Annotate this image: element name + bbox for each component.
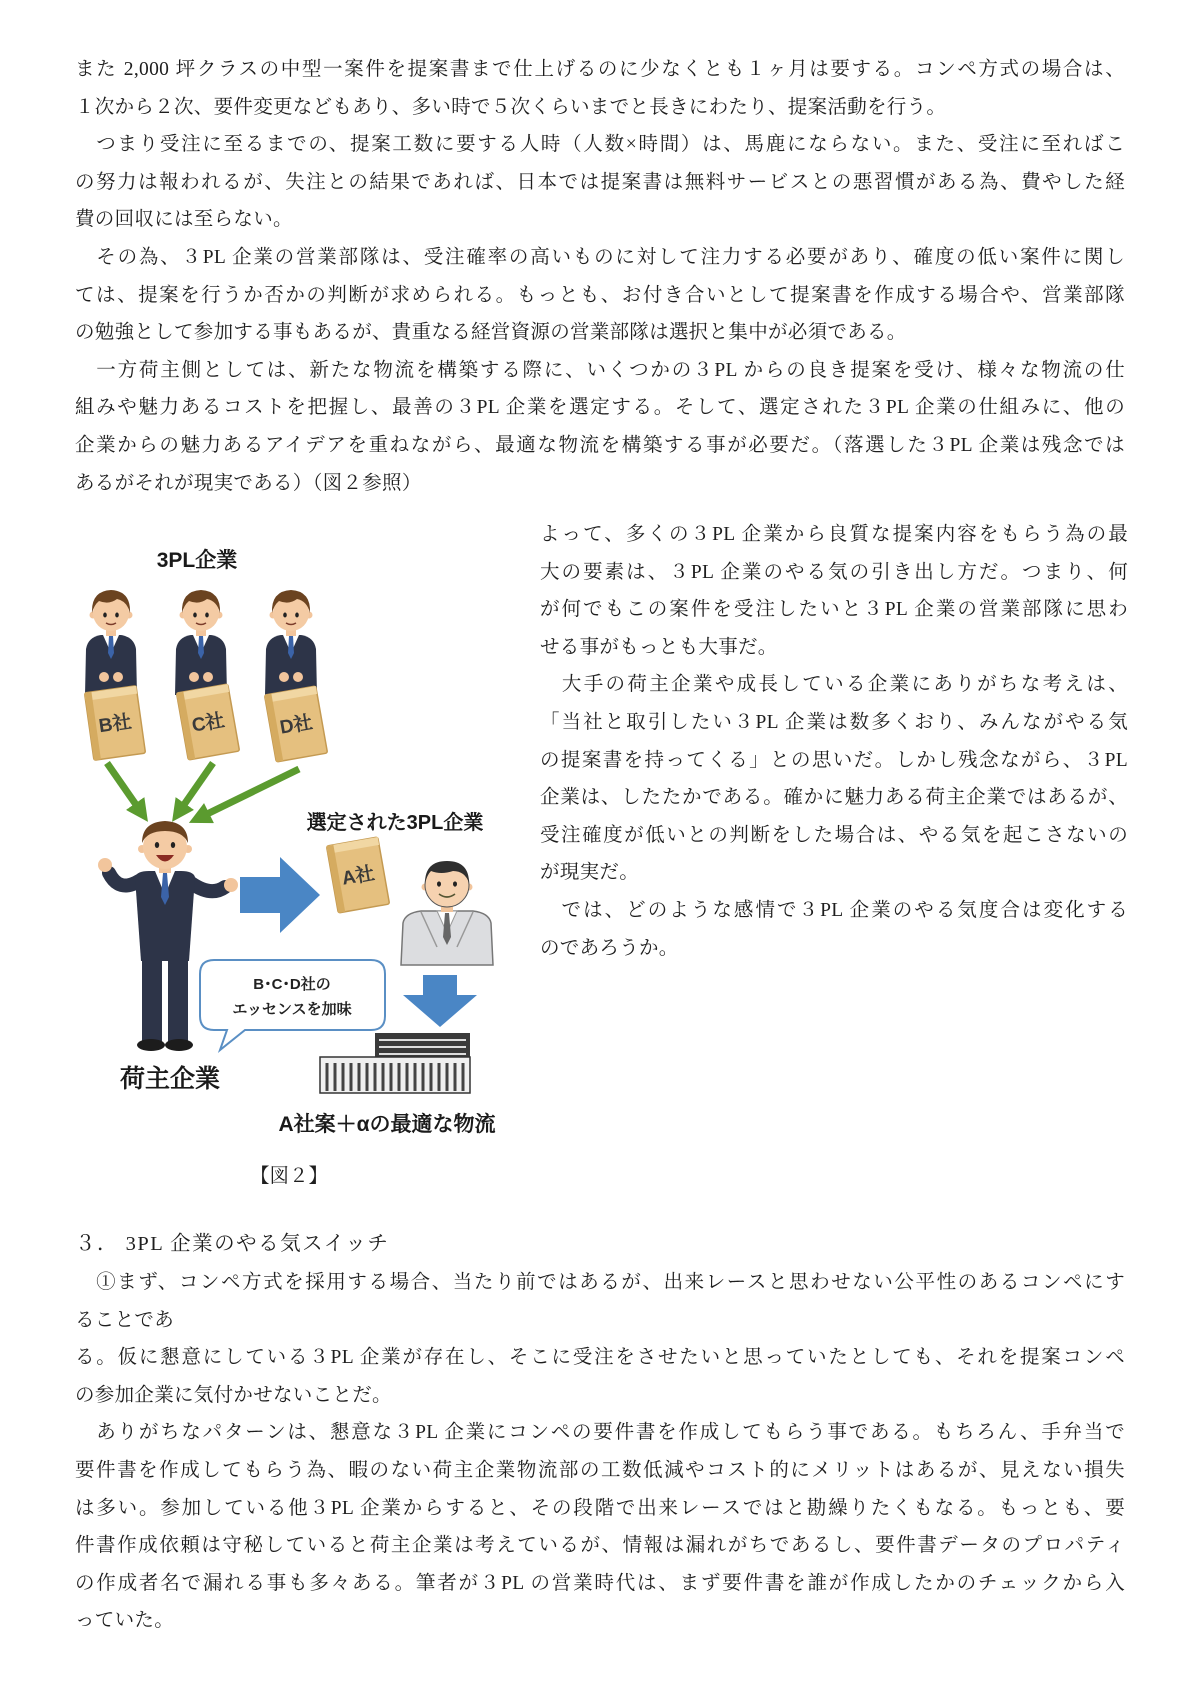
intro-text [75, 51, 1125, 502]
paragraph [75, 352, 1125, 502]
text-line: では、どのような感情で３PL 企業のやる気度合は変化する [540, 899, 1128, 921]
right-column-text [540, 516, 1128, 967]
text-line: １次から２次、要件変更などもあり、多い時で５次くらいまでと長きにわたり、提案活動を行う。 [75, 96, 947, 118]
book-icon [176, 684, 239, 760]
book-icon [326, 837, 389, 913]
selected-label: 選定された3PL企業 [306, 812, 484, 834]
text-line: ては、提案を行うか否かの判断が求められる。もっとも、お付き合いとして提案書を作成する場合や、営業部隊 [75, 284, 1125, 306]
text-line: その為、３PL 企業の営業部隊は、受注確率の高いものに対して注力する必要があり、確度の低い案件に関し [75, 246, 1125, 268]
paragraph [540, 516, 1128, 666]
paragraph [75, 1414, 1125, 1640]
bubble-line: B･C･D社の [253, 976, 331, 993]
text-line: 組みや魅力あるコストを把握し、最善の３PL 企業を選定する。そして、選定された３PL 企業の仕組みに、他の [75, 397, 1125, 419]
text-line: 一方荷主側としては、新たな物流を構築する際に、いくつかの３PL からの良き提案を受け、様々な物流の仕 [75, 359, 1125, 381]
text-line: が何でもこの案件を受注したいと３PL 企業の営業部隊に思わ [540, 599, 1128, 621]
paragraph [75, 239, 1125, 352]
book-icon [264, 686, 327, 762]
text-line: の提案書を持ってくる」との思いだ。しかし残念ながら、３PL [540, 749, 1128, 771]
result-label: A社案＋αの最適な物流 [278, 1113, 496, 1136]
text-line: 企業は、したたかである。確かに魅力ある荷主企業ではあるが、 [540, 787, 1128, 809]
speech-bubble [200, 960, 385, 1050]
text-line: せる事がもっとも大事だ。 [540, 636, 778, 658]
arrow-right-icon [240, 857, 320, 933]
text-line: の努力は報われるが、失注との結果であれば、日本では提案書は無料サービスとの悪習慣がある為、費やした経 [75, 171, 1125, 193]
paragraph [75, 51, 1125, 126]
figure-caption: 【図２】 [250, 1166, 329, 1187]
book-label: B社 [97, 711, 133, 738]
group-label: 3PL企業 [156, 549, 238, 572]
text-line: つまり受注に至るまでの、提案工数に要する人時（人数×時間）は、馬鹿にならない。また、受注に至ればこ [75, 134, 1125, 156]
warehouse-icon [320, 1033, 470, 1093]
section-text [75, 1264, 1125, 1640]
text-line: る。仮に懇意にしている３PL 企業が存在し、そこに受注をさせたいと思っていたとしても、それを提案コンペ [75, 1347, 1125, 1369]
text-line: 件書作成依頼は守秘していると荷主企業は考えているが、情報は漏れがちであるし、要件書データのプロパティ [75, 1535, 1125, 1557]
selected-salesman-icon [401, 861, 493, 965]
arrow-down-left-icon [203, 769, 299, 816]
text-line: の勉強として参加する事もあるが、貴重なる経営資源の営業部隊は選択と集中が必須である。 [75, 322, 907, 344]
text-line: のであろうか。 [540, 937, 679, 959]
paragraph [540, 892, 1128, 967]
book-label: D社 [278, 712, 315, 739]
bubble-line: エッセンスを加味 [232, 1001, 352, 1018]
arrow-down-icon [403, 975, 477, 1027]
salesman-icon [265, 590, 317, 695]
text-line: ることであ [75, 1309, 175, 1331]
text-line: の作成者名で漏れる事も多々ある。筆者が３PL の営業時代は、まず要件書を誰が作成したかのチェックから入 [75, 1572, 1125, 1594]
text-line: 大手の荷主企業や成長している企業にありがちな考えは、 [540, 674, 1128, 696]
paragraph [75, 126, 1125, 239]
text-line: 大の要素は、３PL 企業のやる気の引き出し方だ。つまり、何 [540, 561, 1128, 583]
text-line: っていた。 [75, 1610, 175, 1632]
text-line: 企業からの魅力あるアイデアを重ねながら、最適な物流を構築する事が必要だ。（落選した３PL 企業は残念では [75, 434, 1125, 456]
text-line: は多い。参加している他３PL 企業からすると、その段階で出来レースではと勘繰りたくもなる。もっとも、要 [75, 1497, 1125, 1519]
text-line: 要件書を作成してもらう為、暇のない荷主企業物流部の工数低減やコスト的にメリットはあるが、見えない損失 [75, 1459, 1125, 1481]
book-icon [85, 686, 146, 761]
text-line: 費の回収には至らない。 [75, 209, 293, 231]
paragraph [75, 1264, 1125, 1414]
text-line: また 2,000 坪クラスの中型一案件を提案書まで仕上げるのに少なくとも１ヶ月は要する。コンペ方式の場合は、 [75, 59, 1125, 80]
text-line: ①まず、コンペ方式を採用する場合、当たり前ではあるが、出来レースと思わせない公平性のあるコンペにす [75, 1272, 1125, 1293]
arrow-down-left-icon [181, 763, 213, 809]
arrow-down-right-icon [107, 763, 139, 809]
book-label: A社 [340, 863, 377, 890]
section-heading: ３． 3PL 企業のやる気スイッチ [75, 1233, 390, 1255]
text-line: の参加企業に気付かせないことだ。 [75, 1384, 392, 1406]
text-line: あるがそれが現実である）（図２参照） [75, 472, 422, 494]
text-line: 受注確度が低いとの判断をした場合は、やる気を起こさないの [540, 824, 1128, 846]
text-line: よって、多くの３PL 企業から良質な提案内容をもらう為の最 [540, 524, 1128, 545]
text-line: 「当社と取引したい３PL 企業は数多くおり、みんながやる気 [540, 711, 1128, 733]
shipper-label: 荷主企業 [119, 1065, 221, 1093]
figure-2-diagram [75, 525, 535, 1150]
book-label: C社 [190, 710, 227, 737]
text-line: ありがちなパターンは、懇意な３PL 企業にコンペの要件書を作成してもらう事である。もちろん、手弁当で [75, 1422, 1125, 1444]
salesman-icon [85, 590, 137, 695]
text-line: が現実だ。 [540, 862, 640, 884]
paragraph [540, 666, 1128, 892]
salesman-icon [175, 590, 227, 695]
